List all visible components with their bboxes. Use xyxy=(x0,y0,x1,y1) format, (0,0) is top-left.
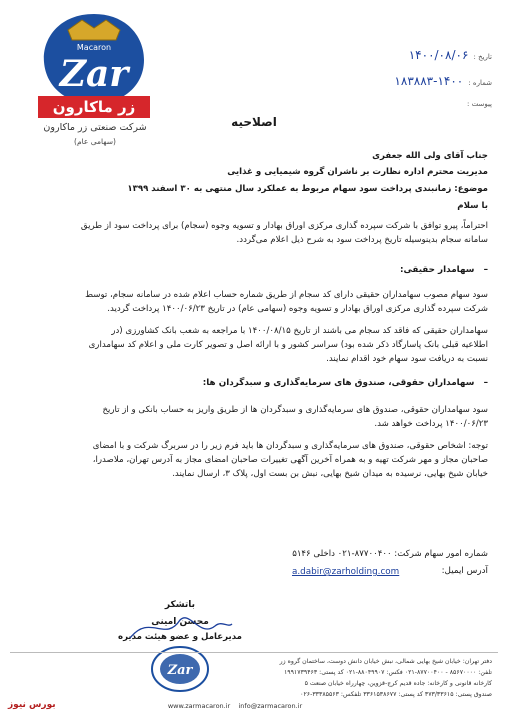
section-individual-title: سهامدار حقیقی: xyxy=(399,265,475,275)
s2-para1-line1: سود سهامداران حقوقی، صندوق های سرمایه‌گذاری و سبدگردان ها از طریق واریز به حساب بانکی و از تاریخ xyxy=(102,405,488,415)
svg-text:Zar: Zar xyxy=(167,663,193,678)
s1-para2-line1: سهامداران حقیقی که فاقد کد سجام می باشند از تاریخ ۱۴۰۰/۰۸/۱۵ با مراجعه به شعب بانک کشاورزی (در xyxy=(111,326,488,336)
signer-name: محسن امینی xyxy=(151,617,209,627)
number-value: ۱۴۰۰-۱۸۳۸۸۳ xyxy=(394,74,464,88)
footer-factory-address: کارخانه قانونی و کارخانه: جاده قدیم کرج-قزوین، چهارراه خیابان صنعت ۵ xyxy=(304,680,492,687)
addressee: جناب آقای ولی الله جعفری xyxy=(372,151,488,161)
watermark-bourse-news: بورس نیوز xyxy=(8,700,56,710)
closing: باتشکر xyxy=(164,600,196,610)
logo-tagline: Macaron xyxy=(76,43,112,52)
s1-para1-line1: سود سهام مصوب سهامداران حقیقی دارای کد سجام از طریق شماره حساب اعلام شده در سامانه سجام، توسط xyxy=(85,290,488,300)
addressee-role: مدیریت محترم اداره نظارت بر ناشران گروه شیمیایی و غذایی xyxy=(227,167,488,177)
footer-website[interactable]: www.zarmacaron.ir xyxy=(167,702,231,710)
date-value: ۱۴۰۰/۰۸/۰۶ xyxy=(408,48,469,62)
footer-divider xyxy=(10,652,498,653)
note-line-3: خیابان شیخ بهایی، نرسیده به میدان شیخ بهایی، نبش بن بست اول، پلاک ۳، ارسال نمایند. xyxy=(172,469,488,479)
s1-para2-line2: اطلاعیه قبلی بانک پاسارگاد ذکر شده بود) سراسر کشور و با ارائه اصل و تصویر کارت ملی و اعلام کد سهامداری xyxy=(88,340,488,350)
company-type: (سهامی عام) xyxy=(74,137,116,146)
footer-email[interactable]: info@zarmacaron.ir xyxy=(238,702,303,710)
company-name: شرکت صنعتی زر ماکارون xyxy=(43,122,147,133)
signature-scribble xyxy=(120,608,240,648)
footer-factory-phones: صندوق پستی: ۳۷۳/۳۳۶۱۵ کد پستی: ۳۳۶۱۵۳۸۶۷۷ تلفکس: ۳۳۳۸۵۵۶۳-۰۲۶ xyxy=(300,691,492,698)
logo-wordmark: Zar xyxy=(59,53,129,95)
email-label: آدرس ایمیل: xyxy=(441,566,488,576)
date-row xyxy=(382,44,492,63)
section-legal-heading xyxy=(18,378,488,388)
letter-title: اصلاحیه xyxy=(231,115,277,129)
zar-macaron-logo xyxy=(38,10,150,108)
footer-tehran-phones: تلفن: ۸۵۶۷۰۰۰۰ - ۸۷۷۰۰۴۰۰-۰۲۱ فکس: ۸۸۰۴۹۹۰۷-۰۲۱ کد پستی: ۱۹۹۱۷۳۹۴۶۳ xyxy=(283,669,492,676)
s2-para1-line2: ۱۴۰۰/۰۶/۲۳ پرداخت خواهد شد. xyxy=(374,419,488,429)
email-link[interactable]: a.dabir@zarholding.com xyxy=(292,567,400,577)
brand-name-fa: زر ماکارون xyxy=(38,96,150,118)
date-label: تاریخ : xyxy=(473,53,492,61)
attachment-label: پیوست : xyxy=(467,100,492,108)
number-label: شماره : xyxy=(468,79,492,87)
footer-contact xyxy=(150,702,320,710)
footer-tehran-address: دفتر تهران: خیابان شیخ بهایی شمالی، نبش خیابان دانش دوست، ساختمان گروه زر xyxy=(279,658,492,665)
section-legal-title: سهامداران حقوقی، صندوق های سرمایه‌گذاری و سبدگردان ها: xyxy=(202,378,475,388)
intro-line-2: سامانه سجام بدینوسیله تاریخ پرداخت سود به شرح ذیل اعلام می‌گردد. xyxy=(236,235,488,245)
note-line-2: صاحبان مجاز و مهر شرکت تهیه و به همراه آخرین آگهی تغییرات صاحبان امضای مجاز به آدرس تهران، ملاصدرا، xyxy=(92,455,488,465)
intro-line-1: احتراماً، پیرو توافق با شرکت سپرده گذاری مرکزی اوراق بهادار و تسویه وجوه (سجام) برای پرداخت سود از طریق xyxy=(80,221,488,231)
section-individual-heading xyxy=(18,265,488,275)
s1-para1-line2: شرکت سپرده گذاری مرکزی اوراق بهادار و تسویه وجوه (سهامی عام) در تاریخ ۱۴۰۰/۰۶/۲۳ پرداخت گردید. xyxy=(107,304,488,314)
signer-role: مدیرعامل و عضو هیئت مدیره xyxy=(118,632,242,642)
note-line-1: توجه: اشخاص حقوقی، صندوق های سرمایه‌گذاری و سبدگردان ها باید فرم زیر را در سربرگ شرکت و با امضای xyxy=(92,441,488,451)
number-row xyxy=(382,70,492,89)
subject: موضوع: زمانبندی پرداخت سود سهام مربوط به عملکرد سال منتهی به ۳۰ اسفند ۱۳۹۹ xyxy=(127,184,488,194)
greeting: با سلام xyxy=(457,201,488,211)
bullet-dash: – xyxy=(474,378,488,388)
bullet-dash: – xyxy=(474,265,488,275)
shares-phone: شماره امور سهام شرکت: ۸۷۷۰۰۴۰۰-۰۲۱ داخلی ۵۱۴۶ xyxy=(292,549,488,559)
s1-para2-line3: نسبت به دریافت سود سهام خود اقدام نمایند. xyxy=(326,354,488,364)
